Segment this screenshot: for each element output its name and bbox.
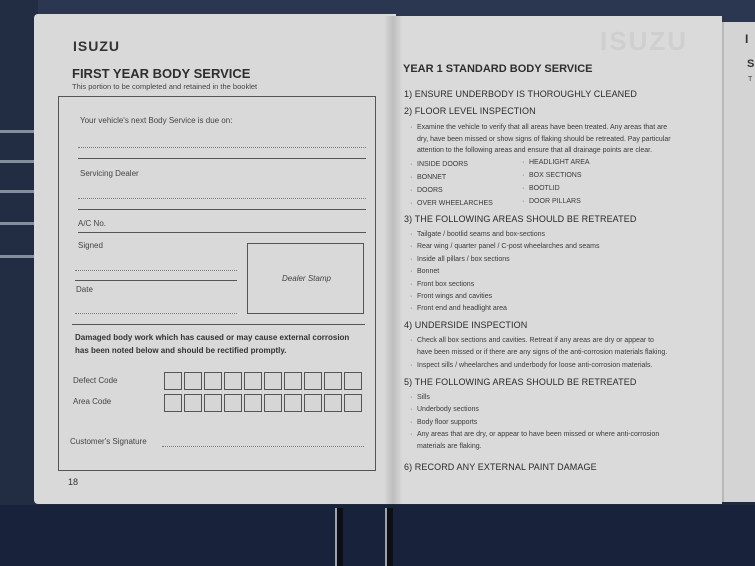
page-title: FIRST YEAR BODY SERVICE	[72, 66, 251, 81]
next-service-line[interactable]	[78, 147, 366, 148]
date-line[interactable]	[75, 313, 237, 314]
next-service-label: Your vehicle's next Body Service is due on:	[80, 116, 233, 125]
ac-line[interactable]	[78, 232, 366, 233]
divider	[72, 324, 365, 325]
signed-dotted-line[interactable]	[75, 270, 237, 271]
code-cell[interactable]	[264, 372, 282, 390]
cable	[385, 508, 393, 566]
list-item: · Body floor supports	[410, 419, 478, 426]
code-cell[interactable]	[284, 394, 302, 412]
section-4-text: have been missed or if there are any signs of the anti-corrosion materials flaking.	[417, 349, 668, 356]
list-item: · DOORS	[410, 187, 443, 194]
divider	[78, 209, 366, 210]
next-page-text: S	[747, 58, 755, 70]
code-cell[interactable]	[184, 372, 202, 390]
ac-label: A/C No.	[78, 219, 107, 228]
list-item-continued: materials are flaking.	[417, 443, 482, 450]
code-cell[interactable]	[244, 372, 262, 390]
list-item: · Inside all pillars / box sections	[410, 256, 510, 263]
signed-line	[75, 280, 237, 281]
section-1-heading: 1) ENSURE UNDERBODY IS THOROUGHLY CLEANED	[404, 89, 637, 99]
background-stripe	[0, 190, 36, 193]
code-cell[interactable]	[224, 394, 242, 412]
code-cell[interactable]	[324, 394, 342, 412]
list-item: · Front wings and cavities	[410, 293, 493, 300]
next-page-text: T	[748, 76, 753, 83]
list-item: · Underbody sections	[410, 406, 479, 413]
section-5-heading: 5) THE FOLLOWING AREAS SHOULD BE RETREATED	[404, 377, 637, 387]
page-number: 18	[68, 477, 79, 487]
customer-signature-label: Customer's Signature	[70, 437, 147, 446]
background-left	[0, 0, 38, 566]
list-item: · Tailgate / bootlid seams and box-sections	[410, 231, 546, 238]
list-item: · Front end and headlight area	[410, 305, 507, 312]
code-cell[interactable]	[164, 394, 182, 412]
page-gutter	[384, 16, 402, 504]
defect-code-label: Defect Code	[73, 376, 118, 385]
list-item: · Sills	[410, 394, 430, 401]
signed-label: Signed	[78, 241, 103, 250]
list-item: · Rear wing / quarter panel / C-post wheelarches and seams	[410, 243, 600, 250]
list-item: · HEADLIGHT AREA	[522, 159, 590, 166]
dealer-line[interactable]	[78, 198, 366, 199]
code-cell[interactable]	[204, 394, 222, 412]
dealer-label: Servicing Dealer	[80, 169, 139, 178]
section-2-heading: 2) FLOOR LEVEL INSPECTION	[404, 106, 536, 116]
customer-signature-line[interactable]	[162, 446, 364, 447]
code-cell[interactable]	[204, 372, 222, 390]
area-code-cells[interactable]	[164, 394, 362, 412]
watermark-logo: ISUZU	[600, 26, 688, 56]
list-item: · BOX SECTIONS	[522, 172, 582, 179]
code-cell[interactable]	[184, 394, 202, 412]
list-item: · INSIDE DOORS	[410, 161, 468, 168]
code-cell[interactable]	[304, 372, 322, 390]
code-cell[interactable]	[344, 394, 362, 412]
section-2-text: attention to the following areas and ensure that all drainage points are clear.	[417, 147, 653, 154]
defect-code-cells[interactable]	[164, 372, 362, 390]
code-cell[interactable]	[244, 394, 262, 412]
code-cell[interactable]	[224, 372, 242, 390]
code-cell[interactable]	[344, 372, 362, 390]
list-item: · Any areas that are dry, or appear to have been missed or where anti-corrosion	[410, 431, 660, 438]
section-2-text: dry, have been missed or show signs of flaking should be retreated. Pay particular	[417, 136, 671, 143]
background-stripe	[0, 160, 36, 163]
background-stripe	[0, 222, 36, 225]
next-page-edge	[722, 22, 755, 502]
list-item: · Front box sections	[410, 281, 475, 288]
code-cell[interactable]	[264, 394, 282, 412]
section-4-text: · Check all box sections and cavities. Retreat if any areas are dry or appear to	[410, 337, 654, 344]
cable	[335, 508, 343, 566]
code-cell[interactable]	[284, 372, 302, 390]
brand-logo: ISUZU	[73, 38, 120, 54]
code-cell[interactable]	[304, 394, 322, 412]
date-label: Date	[76, 285, 93, 294]
section-3-heading: 3) THE FOLLOWING AREAS SHOULD BE RETREATED	[404, 214, 637, 224]
section-2-text: · Examine the vehicle to verify that all areas have been treated. Any areas that are	[410, 124, 668, 131]
background-stripe	[0, 255, 36, 258]
dealer-stamp-box[interactable]	[247, 243, 364, 314]
list-item: · Bonnet	[410, 268, 440, 275]
damage-notice: Damaged body work which has caused or may cause external corrosion has been noted below and should be rectified promptly.	[75, 333, 350, 355]
background-stripe	[0, 130, 36, 133]
divider	[78, 158, 366, 159]
list-item: · BONNET	[410, 174, 447, 181]
section-4-heading: 4) UNDERSIDE INSPECTION	[404, 320, 528, 330]
code-cell[interactable]	[164, 372, 182, 390]
right-page-title: YEAR 1 STANDARD BODY SERVICE	[403, 63, 593, 75]
list-item: · DOOR PILLARS	[522, 198, 581, 205]
section-6-heading: 6) RECORD ANY EXTERNAL PAINT DAMAGE	[404, 462, 597, 472]
next-page-text: I	[745, 32, 749, 46]
list-item: · BOOTLID	[522, 185, 560, 192]
section-4-text: · Inspect sills / wheelarches and underbody for loose anti-corrosion materials.	[410, 362, 653, 369]
page-subtitle: This portion to be completed and retained in the booklet	[72, 82, 258, 91]
background-bottom	[0, 505, 755, 566]
list-item: · OVER WHEELARCHES	[410, 200, 493, 207]
dealer-stamp-label: Dealer Stamp	[282, 274, 331, 283]
code-cell[interactable]	[324, 372, 342, 390]
area-code-label: Area Code	[73, 397, 112, 406]
